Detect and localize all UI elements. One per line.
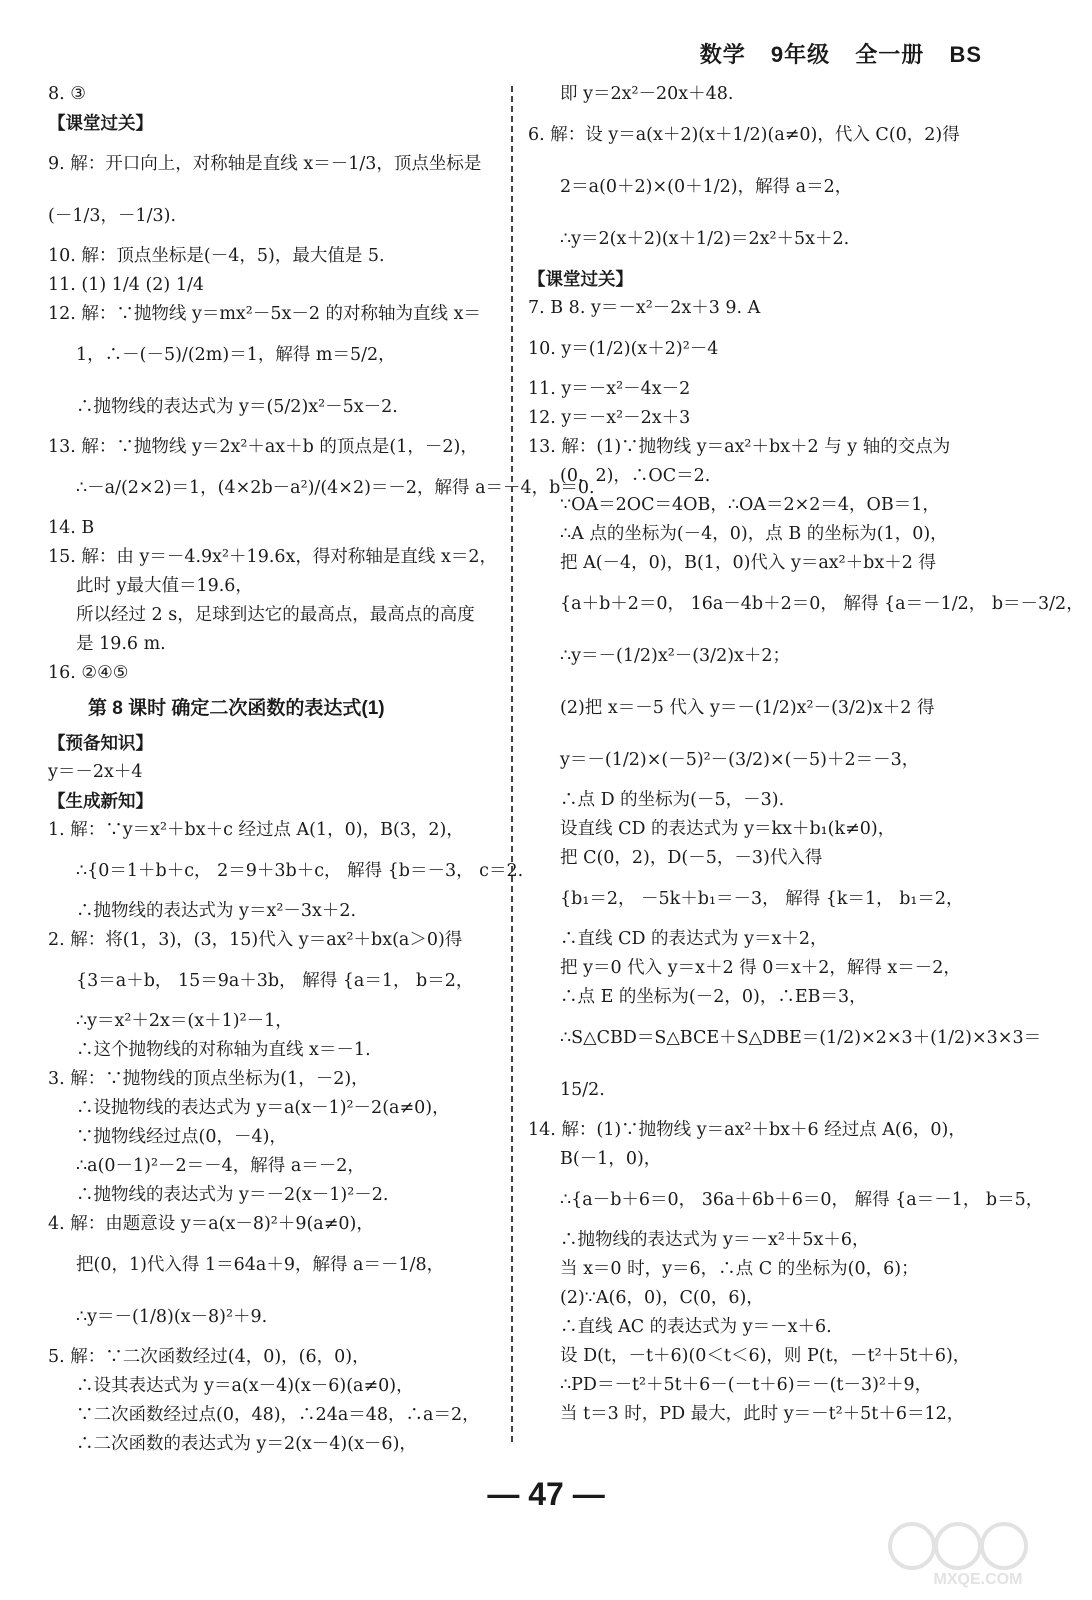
answer-line: (－1/3，－1/3). xyxy=(48,206,177,226)
answer-line: ∴直线 AC 的表达式为 y＝－x＋6. xyxy=(560,1317,832,1337)
answer-line: 【预备知识】 xyxy=(48,733,153,753)
header-volume: 全一册 xyxy=(855,42,925,67)
answer-line: ∴y＝2(x＋2)(x＋1/2)＝2x²＋5x＋2. xyxy=(560,229,850,249)
answer-line: 【生成新知】 xyxy=(48,791,153,811)
answer-line: 15/2. xyxy=(560,1080,605,1100)
answer-line: 第 8 课时 确定二次函数的表达式(1) xyxy=(88,698,385,719)
answer-line: ∴{a－b＋6＝0， 36a＋6b＋6＝0， 解得 {a＝－1， b＝5， xyxy=(560,1190,1044,1210)
answer-line: {3＝a＋b， 15＝9a＋3b， 解得 {a＝1， b＝2， xyxy=(76,971,474,991)
answer-line: 10. y＝(1/2)(x＋2)²－4 xyxy=(528,339,719,359)
answer-line: 5. 解：∵二次函数经过(4，0)，(6，0)， xyxy=(48,1347,370,1367)
answer-line: 把(0，1)代入得 1＝64a＋9，解得 a＝－1/8， xyxy=(76,1255,445,1275)
answer-line: 8. ③ xyxy=(48,84,86,104)
answer-line: 9. 解：开口向上，对称轴是直线 x＝－1/3，顶点坐标是 xyxy=(48,154,482,174)
answer-line: ∴这个抛物线的对称轴为直线 x＝－1. xyxy=(76,1040,371,1060)
answer-line: 11. (1) 1/4 (2) 1/4 xyxy=(48,275,204,295)
answer-line: ∴直线 CD 的表达式为 y＝x＋2， xyxy=(560,929,828,949)
answer-line: ∴二次函数的表达式为 y＝2(x－4)(x－6)， xyxy=(76,1434,417,1454)
answer-line: ∴设抛物线的表达式为 y＝a(x－1)²－2(a≠0)， xyxy=(76,1098,450,1118)
right-answer-column xyxy=(528,80,1084,1429)
answer-line: 是 19.6 m. xyxy=(76,634,166,654)
answer-line: y＝－2x＋4 xyxy=(48,762,143,782)
left-answer-column xyxy=(48,80,595,1459)
answer-line: ∴抛物线的表达式为 y＝(5/2)x²－5x－2. xyxy=(76,397,398,417)
answer-line: {a＋b＋2＝0， 16a－4b＋2＝0， 解得 {a＝－1/2， b＝－3/2， xyxy=(560,594,1084,614)
answer-line: 13. 解：(1)∵抛物线 y＝ax²＋bx＋2 与 y 轴的交点为 xyxy=(528,437,951,457)
header-edition: BS xyxy=(949,42,982,67)
answer-line: ∴y＝－(1/8)(x－8)²＋9. xyxy=(76,1307,268,1327)
answer-line: ∴点 D 的坐标为(－5，－3). xyxy=(560,790,785,810)
answer-line: ∴－a/(2×2)＝1，(4×2b－a²)/(4×2)＝－2，解得 a＝－4，b＝0. xyxy=(76,478,595,498)
answer-line: ∴y＝x²＋2x＝(x＋1)²－1， xyxy=(76,1011,293,1031)
answer-line: ∴点 E 的坐标为(－2，0)，∴EB＝3， xyxy=(560,987,867,1007)
watermark-text: MXQE.COM xyxy=(933,1571,1023,1588)
answer-line: 6. 解：设 y＝a(x＋2)(x＋1/2)(a≠0)，代入 C(0，2)得 xyxy=(528,125,960,145)
answer-line: 10. 解：顶点坐标是(－4，5)，最大值是 5. xyxy=(48,246,385,266)
answer-line: 16. ②④⑤ xyxy=(48,663,129,683)
answer-line: 把 y＝0 代入 y＝x＋2 得 0＝x＋2，解得 x＝－2， xyxy=(560,958,961,978)
answer-line: ∴抛物线的表达式为 y＝－x²＋5x＋6， xyxy=(560,1230,870,1250)
answer-line: ∴抛物线的表达式为 y＝－2(x－1)²－2. xyxy=(76,1185,389,1205)
answer-line: B(－1，0)， xyxy=(560,1149,662,1169)
answer-line: ∴A 点的坐标为(－4，0)，点 B 的坐标为(1，0)， xyxy=(560,524,948,544)
answer-line: 12. 解：∵抛物线 y＝mx²－5x－2 的对称轴为直线 x＝ xyxy=(48,304,481,324)
answer-line: 所以经过 2 s，足球到达它的最高点，最高点的高度 xyxy=(76,605,475,625)
answer-line: 把 C(0，2)，D(－5，－3)代入得 xyxy=(560,848,823,868)
answer-line: ∴设其表达式为 y＝a(x－4)(x－6)(a≠0)， xyxy=(76,1376,414,1396)
watermark-logo-icon xyxy=(878,1516,1078,1588)
answer-line: ∴S△CBD＝S△BCE＋S△DBE＝(1/2)×2×3＋(1/2)×3×3＝ xyxy=(560,1028,1042,1048)
answer-line: y＝－(1/2)×(－5)²－(3/2)×(－5)＋2＝－3， xyxy=(560,750,920,770)
page-number: — 47 — xyxy=(487,1476,605,1512)
answer-line: 13. 解：∵抛物线 y＝2x²＋ax＋b 的顶点是(1，－2)， xyxy=(48,437,478,457)
column-divider xyxy=(511,86,513,1442)
answer-line: 当 t＝3 时，PD 最大，此时 y＝－t²＋5t＋6＝12， xyxy=(560,1404,965,1424)
answer-line: 14. B xyxy=(48,518,95,538)
answer-line: ∵OA＝2OC＝4OB，∴OA＝2×2＝4，OB＝1， xyxy=(560,495,940,515)
answer-line: 15. 解：由 y＝－4.9x²＋19.6x，得对称轴是直线 x＝2， xyxy=(48,547,497,567)
page-header xyxy=(682,38,982,69)
answer-line: 7. B 8. y＝－x²－2x＋3 9. A xyxy=(528,298,761,318)
answer-line: (2)把 x＝－5 代入 y＝－(1/2)x²－(3/2)x＋2 得 xyxy=(560,698,935,718)
answer-line: (2)∵A(6，0)，C(0，6)， xyxy=(560,1288,764,1308)
answer-line: ∴a(0－1)²－2＝－4，解得 a＝－2， xyxy=(76,1156,365,1176)
header-subject: 数学 xyxy=(699,42,746,67)
answer-line: 11. y＝－x²－4x－2 xyxy=(528,379,691,399)
answer-line: 2. 解：将(1，3)，(3，15)代入 y＝ax²＋bx(a＞0)得 xyxy=(48,930,463,950)
answer-line: ∵抛物线经过点(0，－4)， xyxy=(76,1127,287,1147)
answer-line: ∵二次函数经过点(0，48)，∴24a＝48，∴a＝2， xyxy=(76,1405,480,1425)
answer-line: 14. 解：(1)∵抛物线 y＝ax²＋bx＋6 经过点 A(6，0)， xyxy=(528,1120,966,1140)
answer-line: 1. 解：∵y＝x²＋bx＋c 经过点 A(1，0)，B(3，2)， xyxy=(48,820,464,840)
answer-line: 即 y＝2x²－20x＋48. xyxy=(560,84,734,104)
answer-line: 【课堂过关】 xyxy=(528,269,633,289)
answer-line: 4. 解：由题意设 y＝a(x－8)²＋9(a≠0)， xyxy=(48,1214,374,1234)
answer-line: ∴抛物线的表达式为 y＝x²－3x＋2. xyxy=(76,901,357,921)
answer-line: 把 A(－4，0)，B(1，0)代入 y＝ax²＋bx＋2 得 xyxy=(560,553,936,573)
answer-line: 12. y＝－x²－2x＋3 xyxy=(528,408,691,428)
answer-line: 此时 y最大值＝19.6， xyxy=(76,576,253,596)
answer-line: ∴PD＝－t²＋5t＋6－(－t＋6)＝－(t－3)²＋9， xyxy=(560,1375,933,1395)
answer-line: {b₁＝2， －5k＋b₁＝－3， 解得 {k＝1， b₁＝2， xyxy=(560,889,964,909)
answer-line: 3. 解：∵抛物线的顶点坐标为(1，－2)， xyxy=(48,1069,369,1089)
answer-line: 设直线 CD 的表达式为 y＝kx＋b₁(k≠0)， xyxy=(560,819,896,839)
answer-line: 【课堂过关】 xyxy=(48,113,153,133)
answer-line: 1，∴－(－5)/(2m)＝1，解得 m＝5/2， xyxy=(76,345,396,365)
answer-line: 设 D(t，－t＋6)(0＜t＜6)，则 P(t，－t²＋5t＋6)， xyxy=(560,1346,971,1366)
answer-line: ∴y＝－(1/2)x²－(3/2)x＋2； xyxy=(560,646,791,666)
header-grade: 9年级 xyxy=(770,42,831,67)
answer-line: 2＝a(0＋2)×(0＋1/2)，解得 a＝2， xyxy=(560,177,853,197)
answer-line: 当 x＝0 时，y＝6，∴点 C 的坐标为(0，6)； xyxy=(560,1259,919,1279)
answer-line: (0，2)，∴OC＝2. xyxy=(560,466,711,486)
answer-line: ∴{0＝1＋b＋c， 2＝9＋3b＋c， 解得 {b＝－3， c＝2. xyxy=(76,861,524,881)
